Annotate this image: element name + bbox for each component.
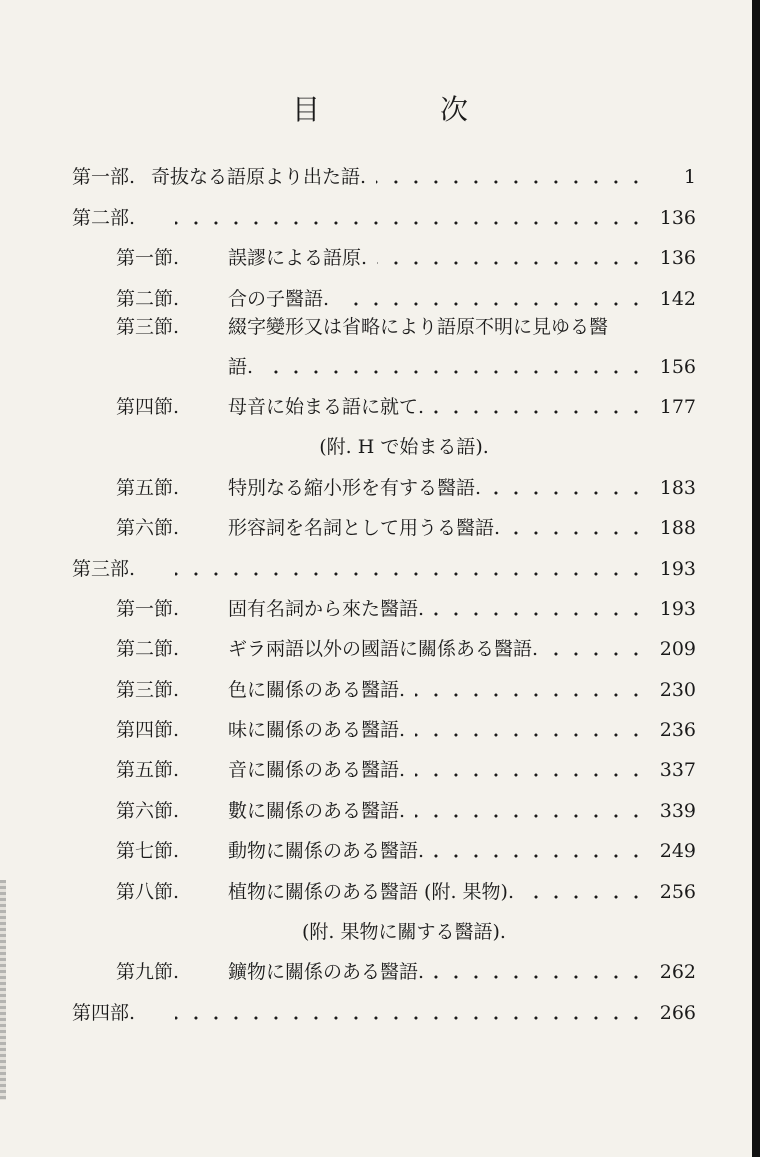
toc-label: 第五節. — [116, 759, 180, 782]
toc-text: 奇抜なる語原より出た語. — [151, 166, 367, 189]
toc-page-number: 256 — [659, 880, 696, 903]
dot-leader — [175, 572, 646, 576]
toc-row-section[interactable] — [72, 380, 696, 420]
toc-text: 音に關係のある醫語. — [228, 759, 406, 782]
toc-page-number: 156 — [659, 355, 696, 378]
toc-text: 味に關係のある醫語. — [228, 719, 406, 742]
dot-leader — [175, 1016, 646, 1020]
toc-label: 第一部. — [72, 166, 136, 189]
dot-leader — [263, 370, 646, 374]
dot-leader — [434, 975, 646, 979]
toc-page-number: 136 — [659, 206, 696, 229]
toc-text: 合の子醫語. — [228, 287, 330, 310]
toc-text: 母音に始まる語に就て. — [228, 395, 425, 418]
toc-label: 第二節. — [116, 638, 180, 661]
toc-label: 第三節. — [116, 678, 180, 701]
toc-label: 第三部. — [72, 557, 136, 580]
toc-page-number: 193 — [659, 597, 696, 620]
toc-row-section[interactable] — [72, 743, 696, 783]
toc-text: 誤謬による語原. — [228, 247, 368, 270]
toc-page-number: 236 — [659, 719, 696, 742]
toc-text-line-2 — [228, 354, 696, 380]
toc-row-part-3[interactable] — [72, 541, 696, 581]
dot-leader — [415, 693, 646, 697]
toc-row-section[interactable] — [72, 945, 696, 985]
dot-leader — [510, 531, 646, 535]
dot-leader — [415, 814, 646, 818]
toc-label: 第三節. — [116, 315, 180, 338]
toc-page-number: 136 — [659, 247, 696, 270]
toc-page-number: 230 — [659, 678, 696, 701]
toc-row-section[interactable] — [72, 662, 696, 702]
toc-row-section[interactable] — [72, 824, 696, 864]
toc-row-section[interactable] — [72, 501, 696, 541]
toc-page-number: 177 — [659, 395, 696, 418]
toc-label: 第一節. — [116, 597, 180, 620]
toc-page-number: 142 — [659, 287, 696, 310]
toc-text: 動物に關係のある醫語. — [228, 840, 425, 863]
dot-leader — [548, 652, 646, 656]
toc-text: 形容詞を名詞として用うる醫語. — [228, 517, 501, 540]
toc-label: 第七節. — [116, 840, 180, 863]
toc-label: 第四節. — [116, 719, 180, 742]
toc-row-section[interactable] — [72, 460, 696, 500]
dot-leader — [434, 612, 646, 616]
toc-page-number: 249 — [659, 840, 696, 863]
toc-label: 第九節. — [116, 961, 180, 984]
toc-label: 第四部. — [72, 1001, 136, 1024]
toc-page-number: 337 — [659, 759, 696, 782]
toc-row-part-4[interactable] — [72, 985, 696, 1025]
toc-page-number: 209 — [659, 638, 696, 661]
toc-text: 固有名詞から來た醫語. — [228, 597, 425, 620]
dot-leader — [415, 773, 646, 777]
dot-leader — [377, 261, 646, 265]
toc-text-continued: 語. — [228, 355, 254, 378]
toc-text-block — [202, 314, 696, 380]
dot-leader — [491, 491, 646, 495]
toc-text: 色に關係のある醫語. — [228, 678, 406, 701]
toc-note: (附. H で始まる語). — [319, 436, 489, 459]
toc-row-part-2[interactable] — [72, 190, 696, 230]
dot-leader — [339, 302, 646, 306]
toc-page-number: 262 — [659, 961, 696, 984]
toc-row-section[interactable] — [72, 231, 696, 271]
toc-label: 第一節. — [116, 247, 180, 270]
toc-note: (附. 果物に關する醫語). — [302, 921, 506, 944]
toc-page-number: 188 — [659, 517, 696, 540]
toc-label: 第五節. — [116, 476, 180, 499]
toc-row-section[interactable] — [72, 864, 696, 904]
page-edge-shadow — [752, 0, 760, 1157]
dot-leader — [376, 180, 646, 184]
toc-row-section[interactable] — [72, 271, 696, 311]
toc-page-number: 1 — [683, 166, 696, 189]
toc-label: 第六節. — [116, 517, 180, 540]
dot-leader — [524, 895, 646, 899]
toc-page-number: 266 — [659, 1001, 696, 1024]
toc-label: 第六節. — [116, 799, 180, 822]
toc-label: 第二部. — [72, 206, 136, 229]
table-of-contents — [72, 150, 696, 1026]
toc-text: 植物に關係のある醫語 (附. 果物). — [228, 880, 514, 903]
toc-row-section[interactable] — [72, 312, 696, 380]
dot-leader — [175, 221, 646, 225]
toc-row-section[interactable] — [72, 622, 696, 662]
toc-page-number: 183 — [659, 476, 696, 499]
toc-text: 綴字變形又は省略により語原不明に見ゆる醫 — [228, 315, 609, 338]
toc-label: 第二節. — [116, 287, 180, 310]
toc-text: ギラ兩語以外の國語に關係ある醫語. — [228, 638, 539, 661]
toc-text: 特別なる縮小形を有する醫語. — [228, 476, 482, 499]
toc-text: 數に關係のある醫語. — [228, 799, 406, 822]
binding-edge — [0, 880, 6, 1100]
toc-row-section[interactable] — [72, 703, 696, 743]
toc-row-section[interactable] — [72, 582, 696, 622]
toc-page-number: 193 — [659, 557, 696, 580]
toc-label: 第四節. — [116, 395, 180, 418]
toc-label: 第八節. — [116, 880, 180, 903]
toc-text: 鑛物に關係のある醫語. — [228, 961, 425, 984]
toc-row-section[interactable] — [72, 783, 696, 823]
dot-leader — [415, 733, 646, 737]
toc-page-number: 339 — [659, 799, 696, 822]
dot-leader — [434, 410, 646, 414]
toc-title: 目 次 — [291, 93, 514, 126]
toc-row-part-1[interactable] — [72, 150, 696, 190]
dot-leader — [434, 854, 646, 858]
